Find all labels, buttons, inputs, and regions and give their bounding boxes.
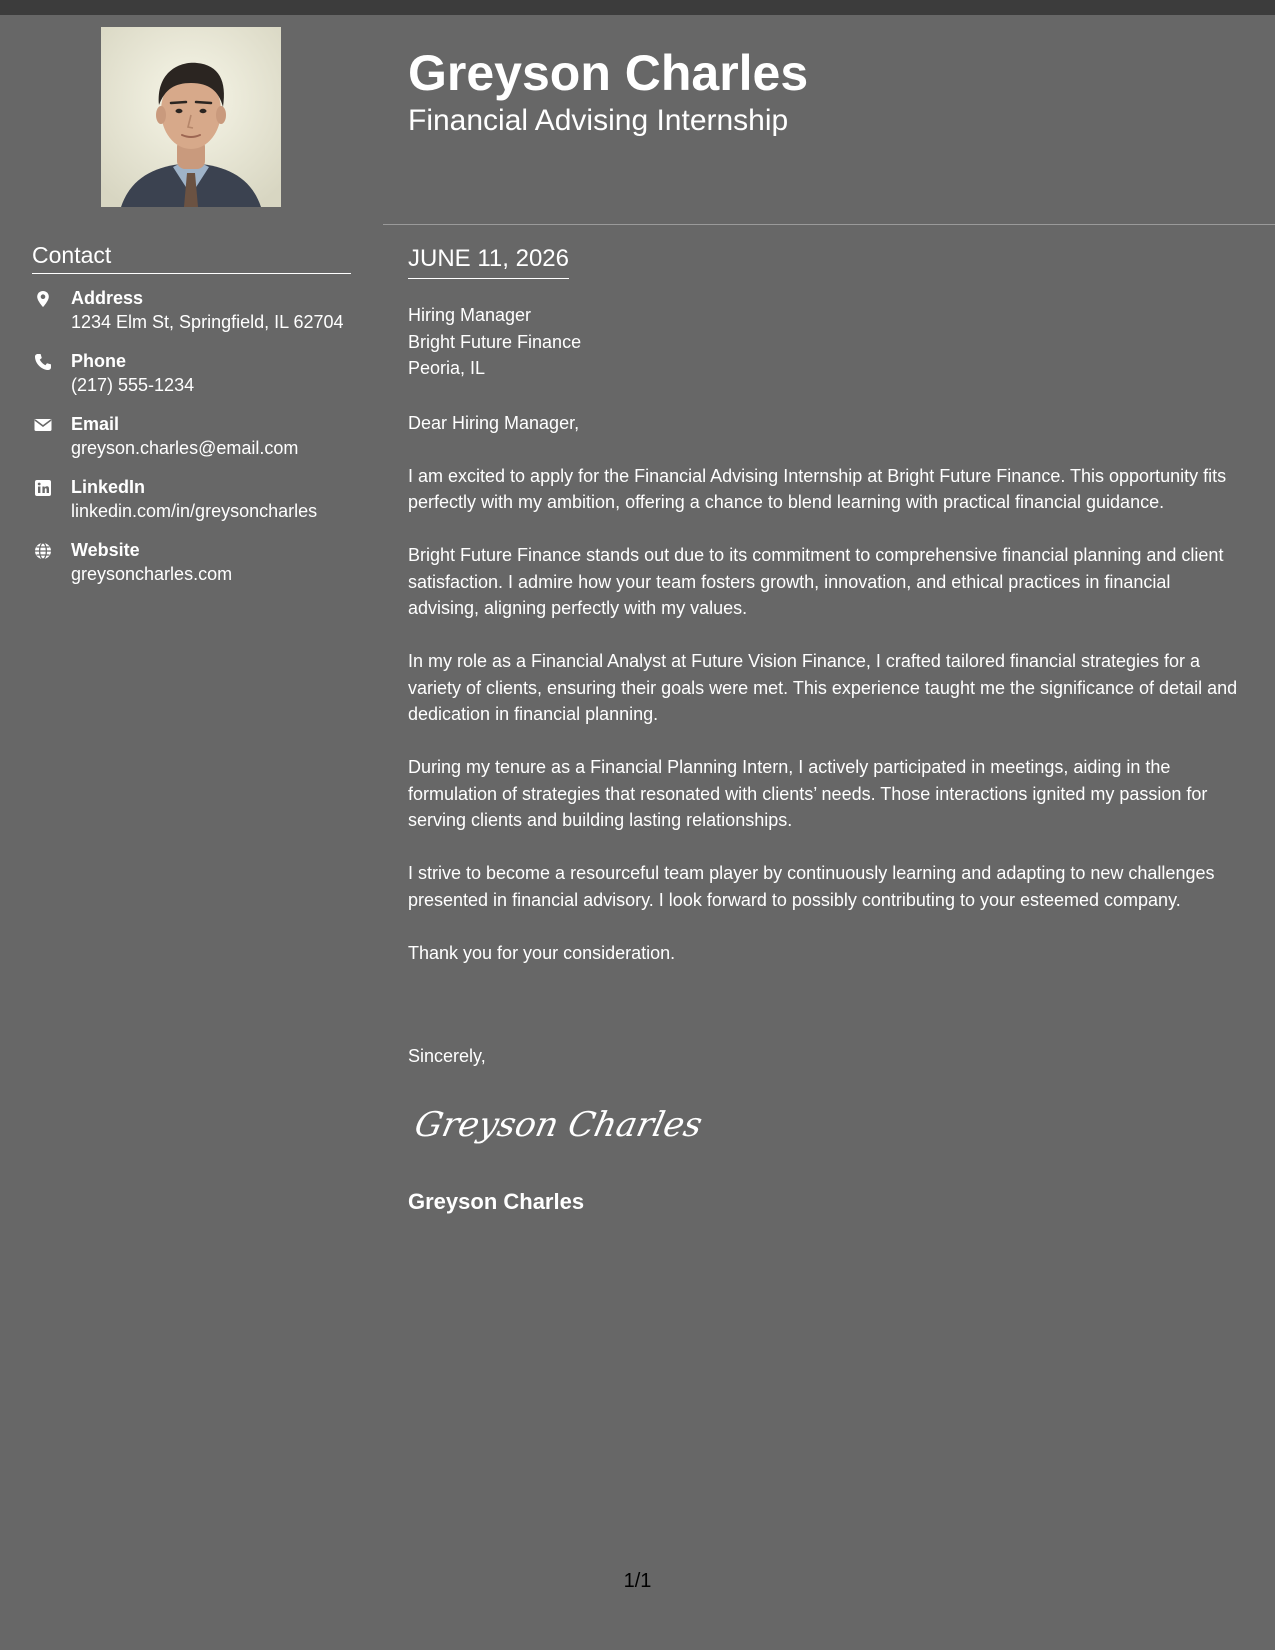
recipient-company: Bright Future Finance: [408, 331, 582, 352]
page-number: 1/1: [623, 1570, 652, 1592]
contact-label: Phone: [71, 351, 127, 371]
letter-body: [408, 410, 1246, 993]
body-paragraph: Bright Future Finance stands out due to its commitment to comprehensive financial planning and client satisfaction. I admire how your team fosters growth, innovation, and ethical practices in financial advising, aligning perfectly with my values.: [408, 545, 1224, 618]
linkedin-icon: [34, 479, 52, 497]
profile-photo: [101, 27, 281, 207]
contact-item-linkedin: [32, 474, 372, 537]
contact-item-address: [32, 285, 372, 348]
sidebar: [0, 15, 383, 1650]
contact-heading: Contact: [32, 241, 351, 274]
recipient-location: Peoria, IL: [408, 358, 486, 378]
contact-item-website: [32, 537, 372, 600]
contact-label: Website: [71, 540, 140, 560]
recipient-block: [408, 302, 581, 382]
thank-you-line: Thank you for your consideration.: [408, 942, 676, 963]
applicant-name: Greyson Charles: [408, 45, 809, 101]
job-title: Financial Advising Internship: [408, 104, 789, 137]
envelope-icon: [34, 416, 52, 434]
body-paragraph: I strive to become a resourceful team player by continuously learning and adapting to new challenges presented in financial advisory. I look forward to possibly contributing to your esteemed company.: [408, 863, 1215, 910]
linkedin-value[interactable]: linkedin.com/in/greysoncharles: [71, 501, 318, 521]
email-value[interactable]: greyson.charles@email.com: [71, 438, 299, 458]
location-pin-icon: [34, 290, 52, 308]
top-bar: [0, 0, 1275, 15]
header-divider: [383, 224, 1275, 225]
contact-list: [32, 285, 372, 600]
handwritten-signature: [410, 1094, 706, 1154]
salutation: Dear Hiring Manager,: [408, 413, 580, 433]
recipient-line: Hiring Manager: [408, 305, 532, 325]
contact-label: Email: [71, 414, 120, 434]
closing: Sincerely,: [408, 1046, 486, 1066]
contact-label: Address: [71, 288, 144, 308]
signer-name: Greyson Charles: [408, 1189, 585, 1214]
address-value: 1234 Elm St, Springfield, IL 62704: [71, 312, 344, 332]
globe-icon: [34, 542, 52, 560]
phone-value: (217) 555-1234: [71, 375, 195, 395]
phone-icon: [34, 353, 52, 371]
contact-item-email: [32, 411, 372, 474]
body-paragraph: During my tenure as a Financial Planning Intern, I actively participated in meetings, aiding in the formulation of strategies that resonated with clients’ needs. Those interactions ignited my passion for serving clients and building lasting relationships.: [408, 757, 1208, 830]
signature-text: Greyson Charles: [411, 1105, 706, 1145]
contact-label: LinkedIn: [71, 477, 146, 497]
contact-item-phone: [32, 348, 372, 411]
body-paragraph: I am excited to apply for the Financial Advising Internship at Bright Future Finance. This opportunity fits perfectly with my ambition, offering a chance to blend learning with practical financial guidance.: [408, 465, 1227, 512]
website-value[interactable]: greysoncharles.com: [71, 564, 233, 584]
letter-date: JUNE 11, 2026: [408, 244, 569, 279]
body-paragraph: In my role as a Financial Analyst at Future Vision Finance, I crafted tailored financial strategies for a variety of clients, ensuring their goals were met. This experience taught me the significance of detail and dedication in financial planning.: [408, 651, 1238, 724]
